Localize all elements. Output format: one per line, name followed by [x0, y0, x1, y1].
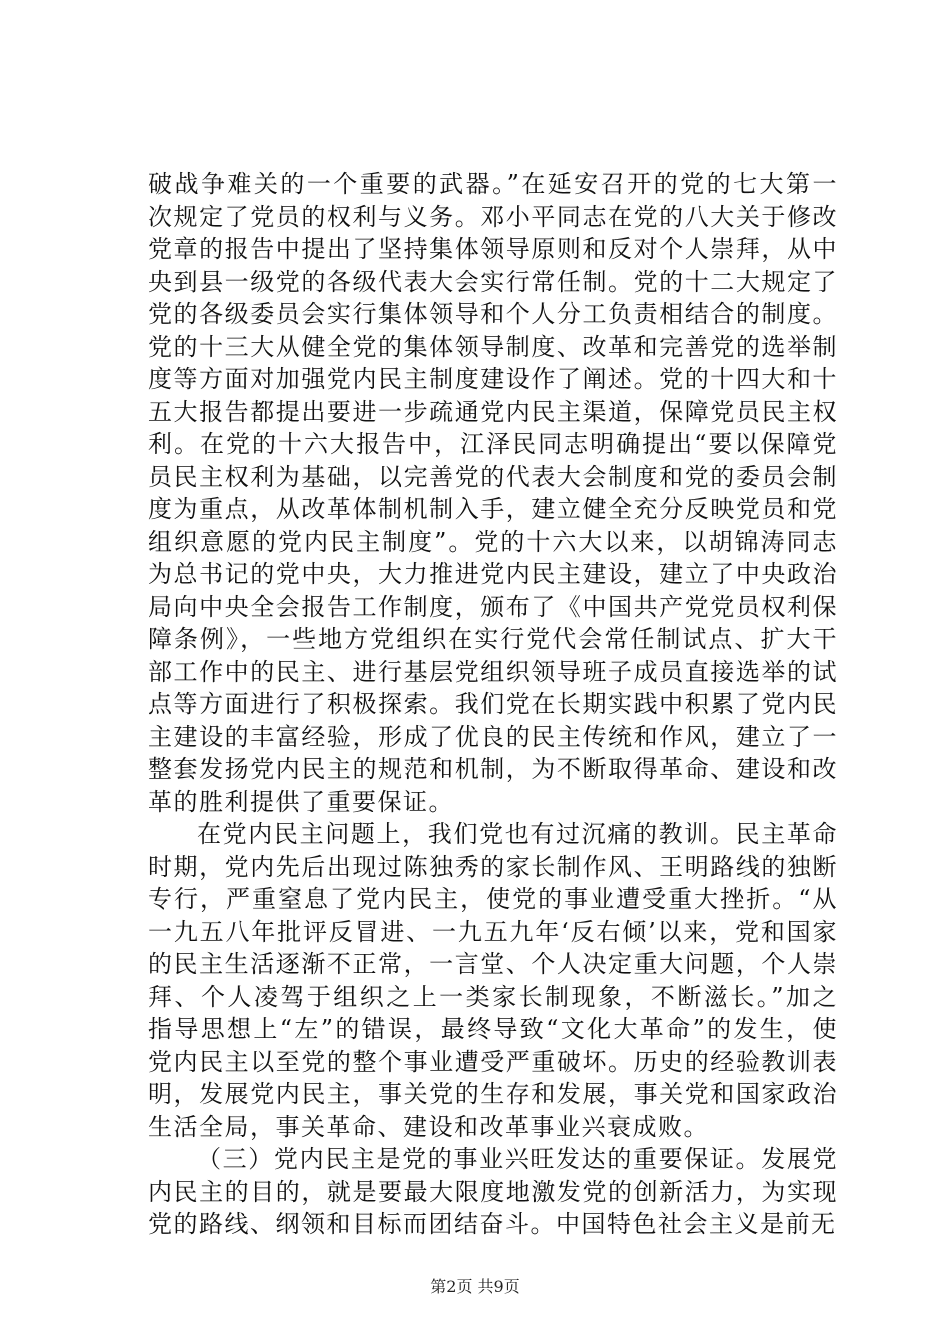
page-number-footer: 第2页 共9页: [430, 1277, 520, 1296]
paragraph-2: 在党内民主问题上，我们党也有过沉痛的教训。民主革命时期，党内先后出现过陈独秀的家长制作风、王明路线的独断专行，严重窒息了党内民主，使党的事业遭受重大挫折。“从一九五八年批评反冒进、一九五九年‘反右倾’以来，党和国家的民主生活逐渐不正常，一言堂、个人决定重大问题，个人崇拜、个人凌驾于组织之上一类家长制现象，不断滋长。”加之指导思想上“左”的错误，最终导致“文化大革命”的发生，使党内民主以至党的整个事业遭受严重破坏。历史的经验教训表明，发展党内民主，事关党的生存和发展，事关党和国家政治生活全局，事关革命、建设和改革事业兴衰成败。: [148, 820, 838, 1141]
paragraph-1: 破战争难关的一个重要的武器。”在延安召开的党的七大第一次规定了党员的权利与义务。邓小平同志在党的八大关于修改党章的报告中提出了坚持集体领导原则和反对个人崇拜，从中央到县一级党的各级代表大会实行常任制。党的十二大规定了党的各级委员会实行集体领导和个人分工负责相结合的制度。党的十三大从健全党的集体领导制度、改革和完善党的选举制度等方面对加强党内民主制度建设作了阐述。党的十四大和十五大报告都提出要进一步疏通党内民主渠道，保障党员民主权利。在党的十六大报告中，江泽民同志明确提出“要以保障党员民主权利为基础，以完善党的代表大会制度和党的委员会制度为重点，从改革体制机制入手，建立健全充分反映党员和党组织意愿的党内民主制度”。党的十六大以来，以胡锦涛同志为总书记的党中央，大力推进党内民主建设，建立了中央政治局向中央全会报告工作制度，颁布了《中国共产党党员权利保障条例》，一些地方党组织在实行党代会常任制试点、扩大干部工作中的民主、进行基层党组织领导班子成员直接选举的试点等方面进行了积极探索。我们党在长期实践中积累了党内民主建设的丰富经验，形成了优良的民主传统和作风，建立了一整套发扬党内民主的规范和机制，为不断取得革命、建设和改革的胜利提供了重要保证。: [148, 170, 838, 816]
document-body: [148, 168, 838, 1241]
paragraph-3: （三）党内民主是党的事业兴旺发达的重要保证。发展党内民主的目的，就是要最大限度地激发党的创新活力，为实现党的路线、纲领和目标而团结奋斗。中国特色社会主义是前无: [148, 1145, 838, 1238]
